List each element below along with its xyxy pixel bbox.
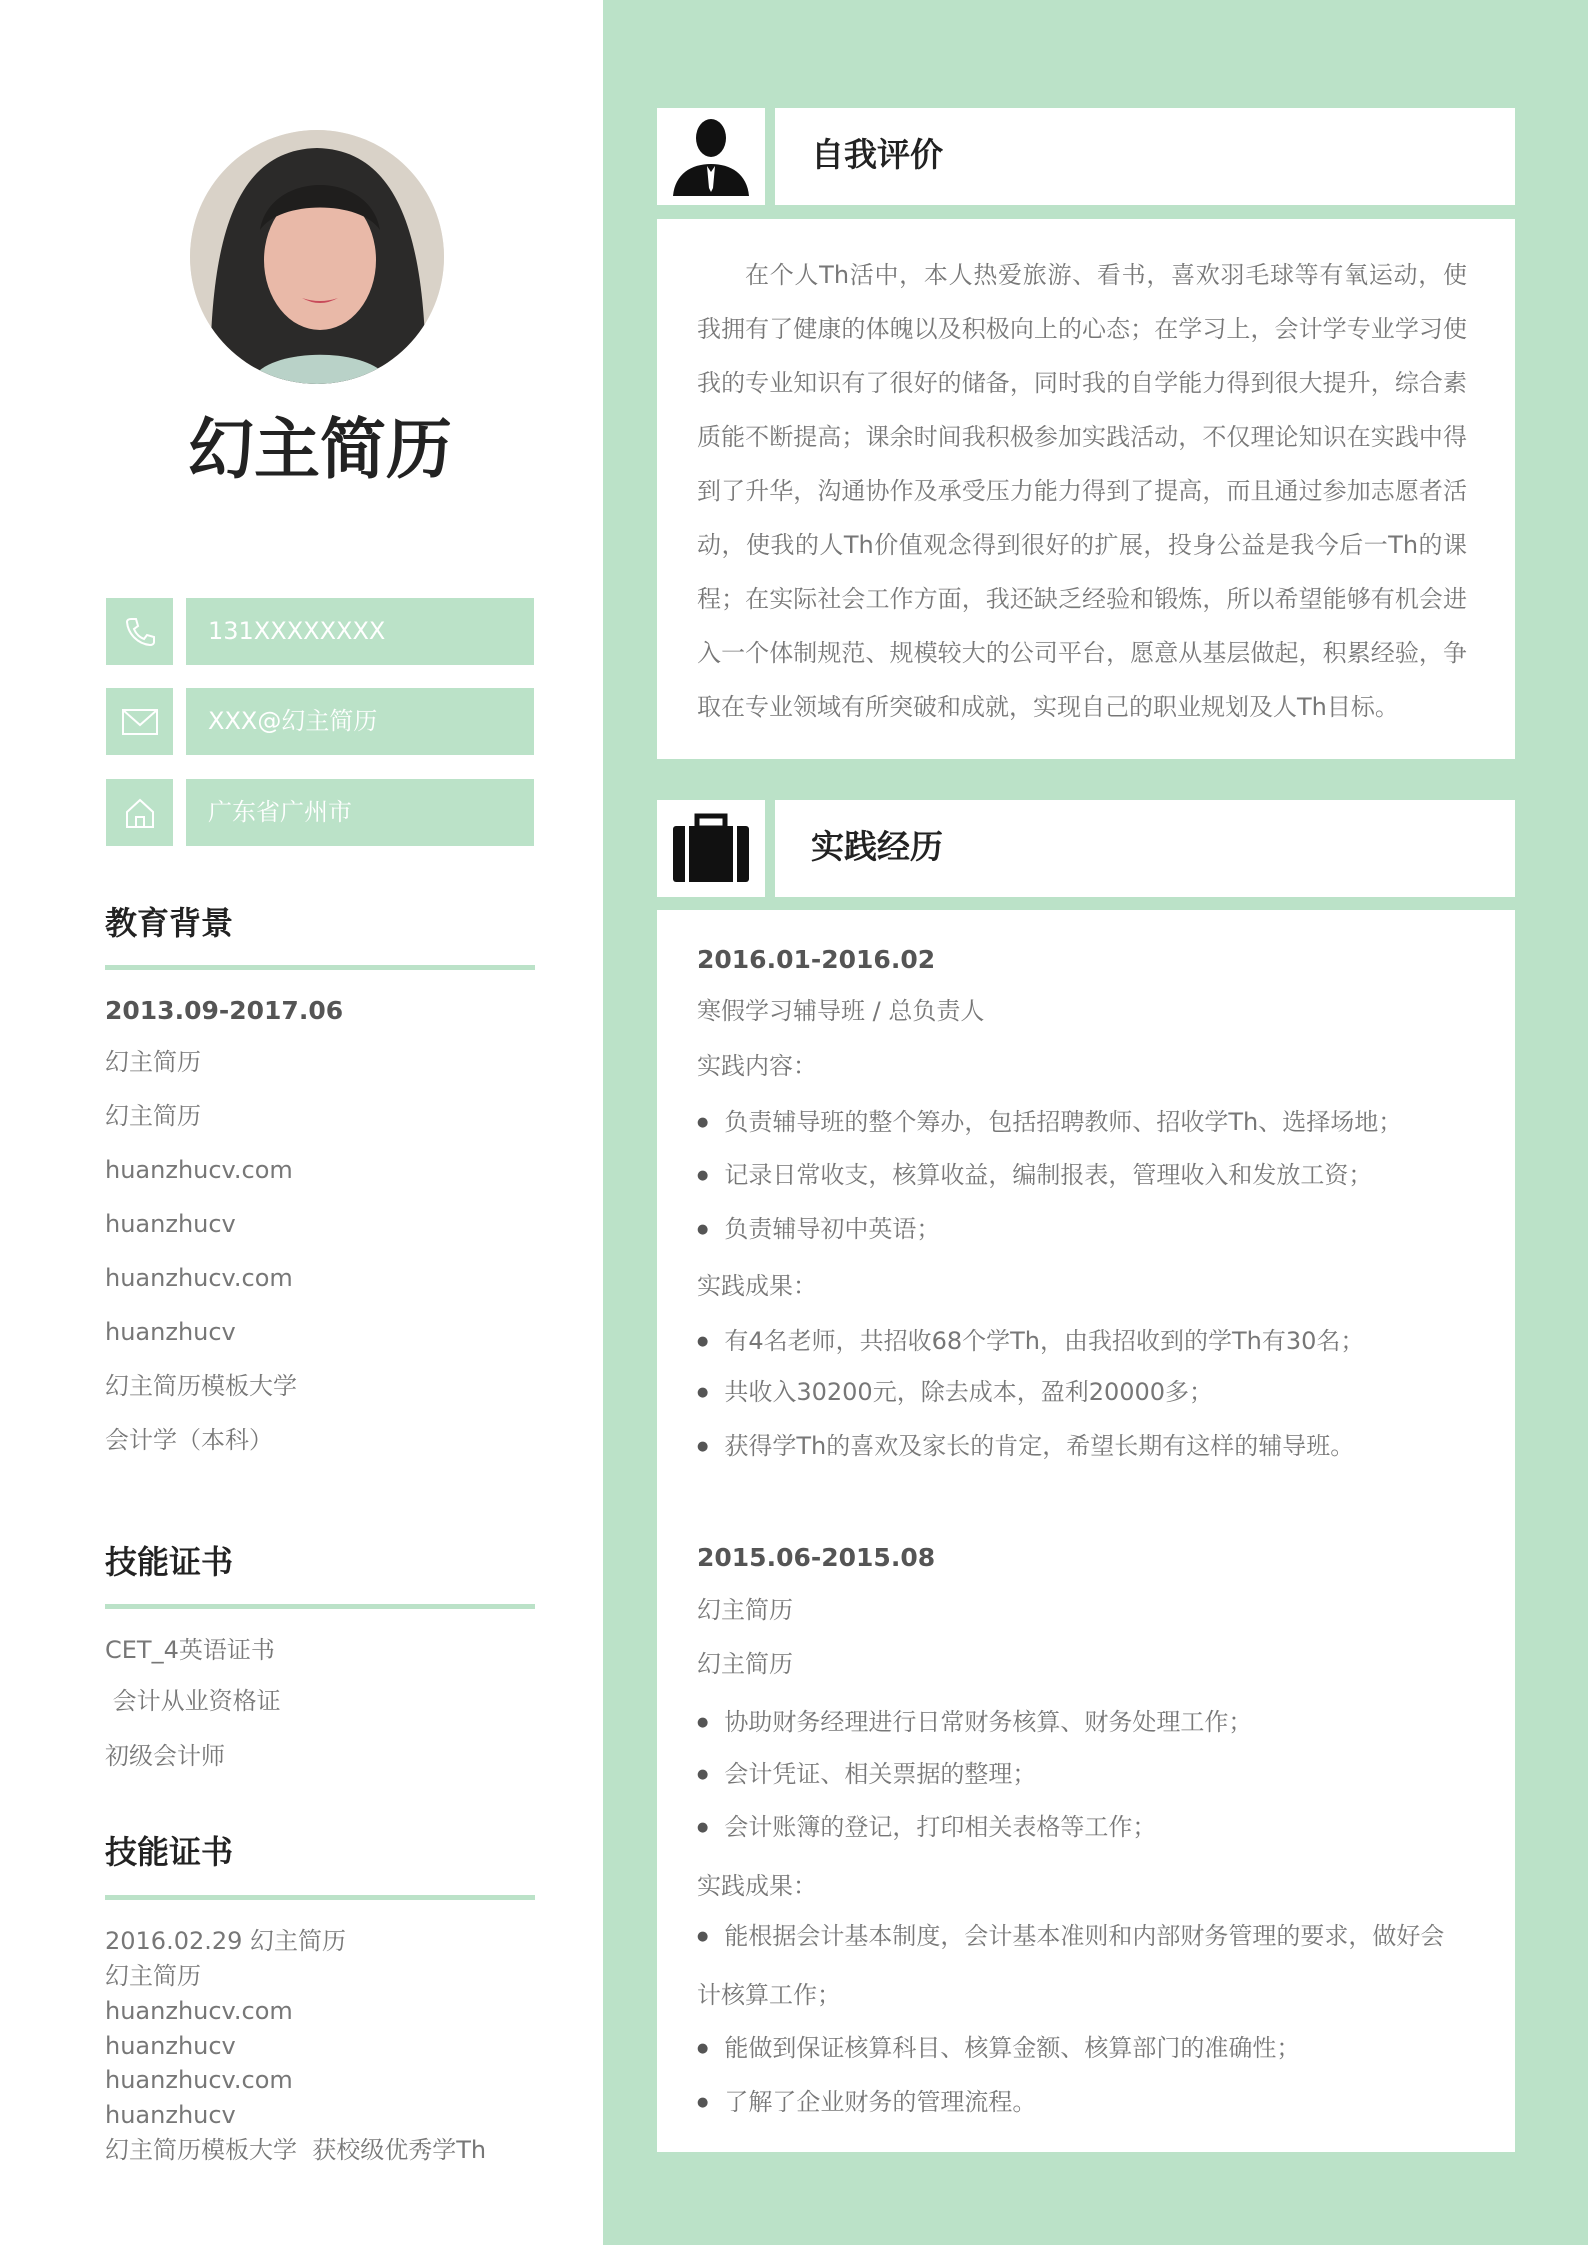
honors-line: 幻主简历模板大学 获校级优秀学Th xyxy=(105,2136,487,2164)
honors-line: huanzhucv.com xyxy=(105,1997,293,2025)
phone-field: 131XXXXXXXX xyxy=(186,598,534,665)
practice-bullet: ● 负责辅导初中英语； xyxy=(697,1213,940,1250)
practice-bullet: ● 获得学Th的喜欢及家长的肯定，希望长期有这样的辅导班。 xyxy=(697,1430,1354,1467)
self-eval-header xyxy=(775,108,1515,205)
education-line: 幻主简历 xyxy=(105,1048,201,1076)
person-icon xyxy=(657,108,765,205)
practice-icon-box xyxy=(657,800,765,897)
practice-title: 实践经历 xyxy=(811,827,943,866)
practice-result-label: 实践成果： xyxy=(697,1272,817,1300)
practice-line: 幻主简历 xyxy=(697,1596,793,1624)
home-icon xyxy=(106,779,173,846)
honors-line: huanzhucv.com xyxy=(105,2066,293,2094)
name-container xyxy=(150,400,490,546)
education-divider xyxy=(105,965,535,970)
practice-bullet: ● 有4名老师，共招收68个学Th，由我招收到的学Th有30名； xyxy=(697,1325,1364,1362)
skills-title: 技能证书 xyxy=(105,1543,234,1581)
address-field: 广东省广州市 xyxy=(186,779,534,846)
practice-bullet: ● 会计账簿的登记，打印相关表格等工作； xyxy=(697,1811,1156,1848)
briefcase-icon xyxy=(657,800,765,897)
honors-divider xyxy=(105,1895,535,1900)
skills-divider xyxy=(105,1604,535,1609)
practice-period: 2015.06-2015.08 xyxy=(697,1543,936,1572)
education-line: 幻主简历 xyxy=(105,1102,201,1130)
practice-bullet: ● 负责辅导班的整个筹办，包括招聘教师、招收学Th、选择场地； xyxy=(697,1106,1402,1143)
education-period: 2013.09-2017.06 xyxy=(105,996,344,1025)
education-title: 教育背景 xyxy=(105,904,234,942)
honors-line: huanzhucv xyxy=(105,2101,236,2129)
education-line: huanzhucv xyxy=(105,1318,236,1346)
practice-bullet-wrapped: ● 能根据会计基本制度，会计基本准则和内部财务管理的要求，做好会计核算工作； xyxy=(697,1909,1467,2022)
mail-icon xyxy=(106,688,173,755)
self-eval-icon-box xyxy=(657,108,765,205)
skills-line: CET_4英语证书 xyxy=(105,1636,275,1664)
practice-header xyxy=(775,800,1515,897)
practice-bullet: ● 共收入30200元，除去成本，盈利20000多； xyxy=(697,1376,1213,1413)
education-line: huanzhucv.com xyxy=(105,1264,293,1292)
phone-icon xyxy=(106,598,173,665)
practice-role: 寒假学习辅导班 / 总负责人 xyxy=(697,997,985,1025)
practice-bullet: ● 记录日常收支，核算收益，编制报表，管理收入和发放工资； xyxy=(697,1159,1372,1196)
honors-line: 2016.02.29 幻主简历 xyxy=(105,1927,347,1955)
practice-bullet: ● 会计凭证、相关票据的整理； xyxy=(697,1758,1036,1795)
email-field: XXX@幻主简历 xyxy=(186,688,534,755)
skills-line: 初级会计师 xyxy=(105,1742,225,1770)
education-line: 幻主简历模板大学 xyxy=(105,1372,297,1400)
education-line: huanzhucv.com xyxy=(105,1156,293,1184)
skills-line: 会计从业资格证 xyxy=(105,1687,281,1715)
honors-line: huanzhucv xyxy=(105,2032,236,2060)
practice-period: 2016.01-2016.02 xyxy=(697,945,936,974)
practice-content-label: 实践内容： xyxy=(697,1052,817,1080)
education-line: 会计学（本科） xyxy=(105,1426,273,1454)
education-line: huanzhucv xyxy=(105,1210,236,1238)
practice-result-label: 实践成果： xyxy=(697,1872,817,1900)
honors-title: 技能证书 xyxy=(105,1833,234,1871)
practice-line: 幻主简历 xyxy=(697,1650,793,1678)
practice-bullet: ● 协助财务经理进行日常财务核算、财务处理工作； xyxy=(697,1706,1252,1743)
self-eval-title: 自我评价 xyxy=(811,135,943,174)
self-eval-text: 在个人Th活中，本人热爱旅游、看书，喜欢羽毛球等有氧运动，使我拥有了健康的体魄以及积极向上的心态；在学习上，会计学专业学习使我的专业知识有了很好的储备，同时我的自学能力得到很大提升，综合素质能不断提高；课余时间我积极参加实践活动，不仅理论知识在实践中得到了升华，沟通协作及承受压力能力得到了提高，而且通过参加志愿者活动，使我的人Th价值观念得到很好的扩展，投身公益是我今后一Th的课程；在实际社会工作方面，我还缺乏经验和锻炼，所以希望能够有机会进入一个体制规范、规模较大的公司平台，愿意从基层做起，积累经验，争取在专业领域有所突破和成就，实现自己的职业规划及人Th目标。 xyxy=(697,261,1467,721)
candidate-name: 幻主简历 xyxy=(188,411,452,488)
honors-line: 幻主简历 xyxy=(105,1962,201,1990)
practice-bullet: ● 能做到保证核算科目、核算金额、核算部门的准确性； xyxy=(697,2032,1300,2069)
avatar-photo xyxy=(190,130,444,384)
practice-bullet: ● 了解了企业财务的管理流程。 xyxy=(697,2086,1036,2123)
